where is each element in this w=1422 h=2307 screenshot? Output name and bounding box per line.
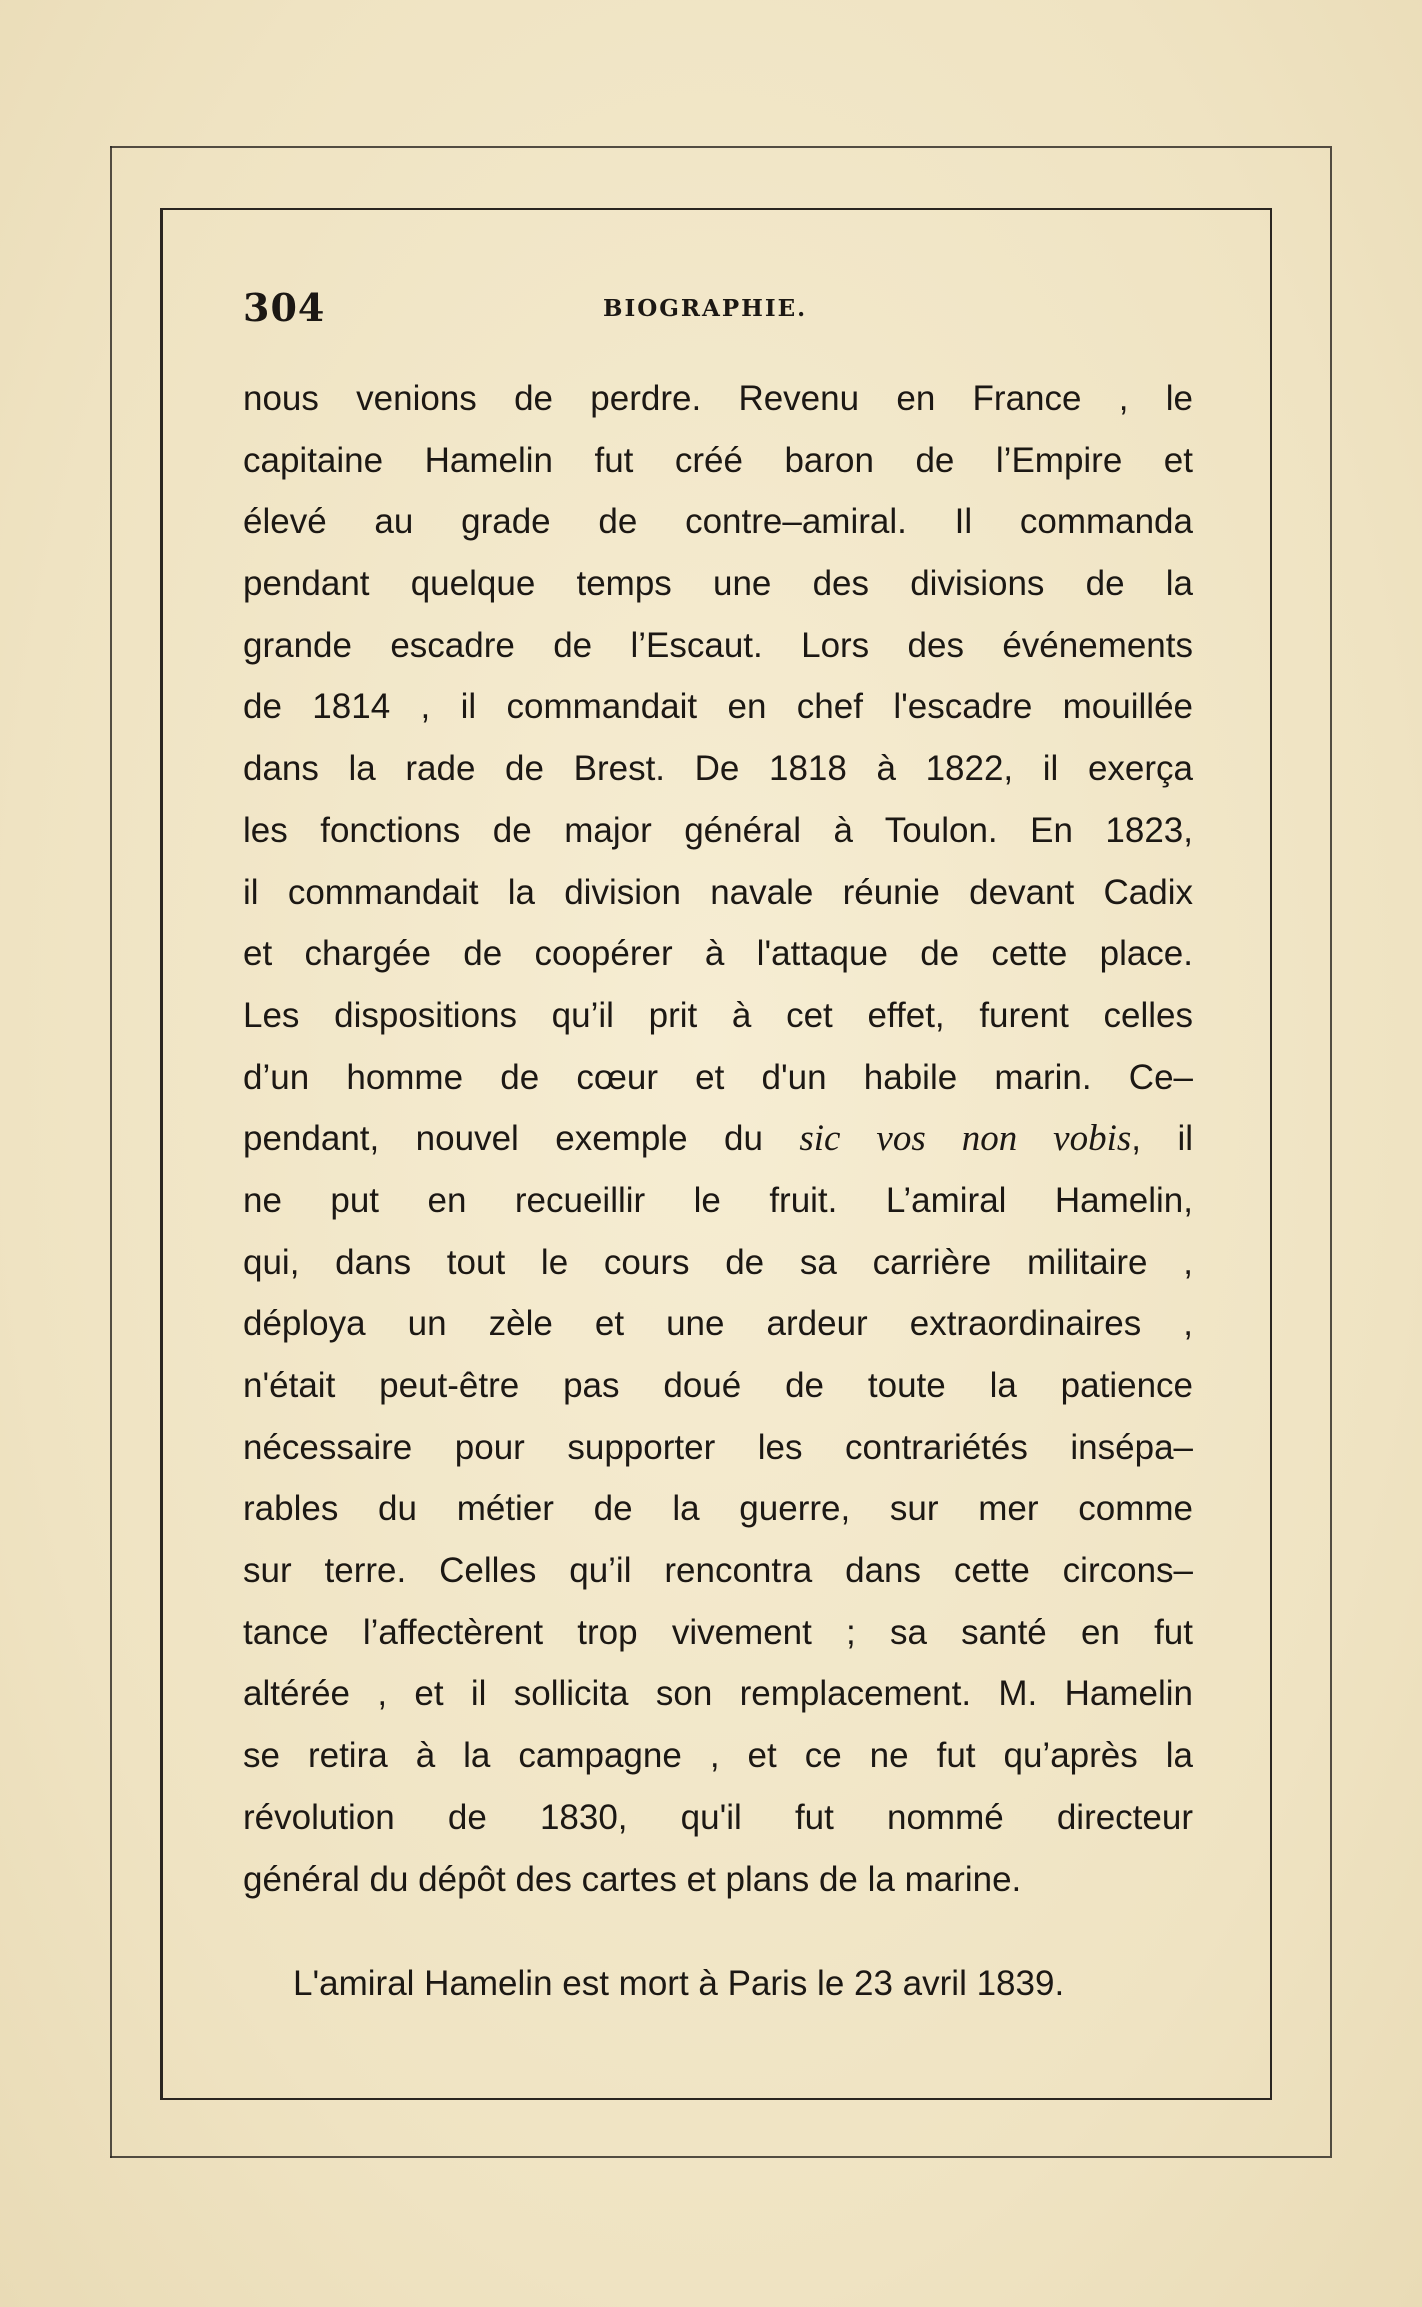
outer-frame-right bbox=[1330, 146, 1332, 2158]
text-line: qui, dans tout le cours de sa carrière militaire , bbox=[243, 1242, 1193, 1282]
outer-frame-bottom bbox=[110, 2156, 1330, 2158]
text-line: et chargée de coopérer à l'attaque de cette place. bbox=[243, 934, 1193, 974]
inner-frame-right bbox=[1270, 208, 1272, 2100]
outer-frame-left bbox=[110, 146, 112, 2158]
outer-frame-top bbox=[110, 146, 1330, 148]
text-line: se retira à la campagne , et ce ne fut qu’après la bbox=[243, 1736, 1193, 1776]
inner-frame-top bbox=[162, 208, 1272, 210]
text-line: les fonctions de major général à Toulon. En 1823, bbox=[243, 810, 1193, 850]
text-line: altérée , et il sollicita son remplacement. M. Hamelin bbox=[243, 1674, 1193, 1714]
text-line: pendant quelque temps une des divisions de la bbox=[243, 564, 1193, 604]
closing-line: L'amiral Hamelin est mort à Paris le 23 avril 1839. bbox=[293, 1964, 1065, 2003]
text-line: révolution de 1830, qu'il fut nommé directeur bbox=[243, 1797, 1193, 1837]
text-line: n'était peut-être pas doué de toute la patience bbox=[243, 1366, 1193, 1405]
text-line: de 1814 , il commandait en chef l'escadre mouillée bbox=[243, 687, 1193, 727]
latin-phrase: sic vos non vobis bbox=[799, 1118, 1132, 1160]
text-line: tance l’affectèrent trop vivement ; sa santé en fut bbox=[243, 1612, 1193, 1652]
text-line: dans la rade de Brest. De 1818 à 1822, il exerça bbox=[243, 749, 1193, 789]
running-head: BIOGRAPHIE. bbox=[603, 295, 808, 322]
text-line: général du dépôt des cartes et plans de la marine. bbox=[243, 1859, 1022, 1899]
text-segment: , il bbox=[1131, 1119, 1193, 1159]
text-line: élevé au grade de contre–amiral. Il commanda bbox=[243, 502, 1193, 542]
text-line-with-italic bbox=[243, 1108, 1193, 1170]
text-segment: pendant, nouvel exemple du bbox=[243, 1119, 800, 1159]
body-paragraph bbox=[243, 368, 1193, 1910]
text-line: déploya un zèle et une ardeur extraordinaires , bbox=[243, 1304, 1193, 1344]
text-line: sur terre. Celles qu’il rencontra dans cette circons– bbox=[243, 1551, 1193, 1591]
page-number: 304 bbox=[243, 285, 326, 330]
text-line: il commandait la division navale réunie devant Cadix bbox=[243, 872, 1193, 912]
inner-frame-bottom bbox=[162, 2098, 1272, 2100]
text-line: rables du métier de la guerre, sur mer comme bbox=[243, 1489, 1193, 1529]
text-line: nous venions de perdre. Revenu en France , le bbox=[243, 379, 1193, 418]
text-line: Les dispositions qu’il prit à cet effet, furent celles bbox=[243, 995, 1193, 1035]
inner-frame-left bbox=[160, 208, 163, 2100]
page-header bbox=[243, 285, 1193, 345]
text-line: ne put en recueillir le fruit. L’amiral Hamelin, bbox=[243, 1180, 1193, 1220]
text-line: d’un homme de cœur et d'un habile marin. Ce– bbox=[243, 1057, 1193, 1097]
text-line: capitaine Hamelin fut créé baron de l’Empire et bbox=[243, 440, 1193, 480]
text-line: nécessaire pour supporter les contrariétés insépa– bbox=[243, 1427, 1193, 1467]
text-line: grande escadre de l’Escaut. Lors des événements bbox=[243, 625, 1193, 665]
